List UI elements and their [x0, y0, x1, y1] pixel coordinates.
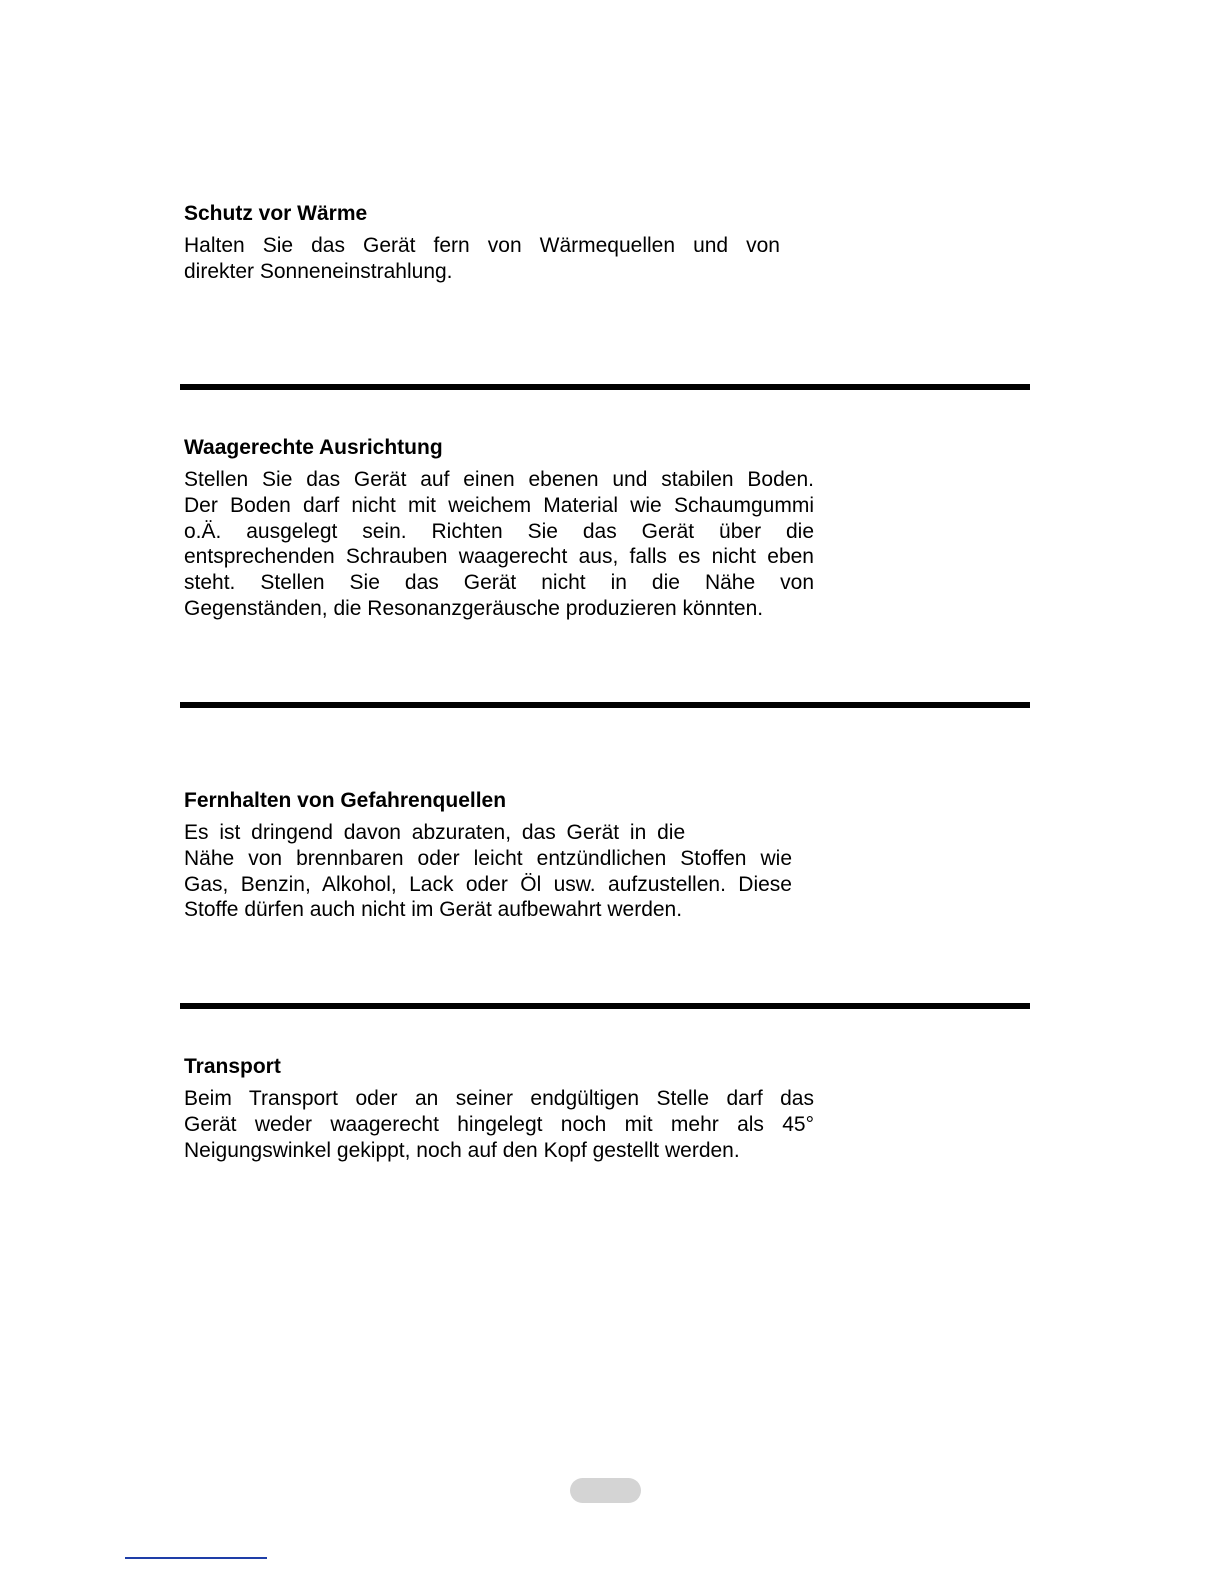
section-text-line: direkter Sonneneinstrahlung.	[184, 259, 453, 283]
section-text-line: Gas, Benzin, Alkohol, Lack oder Öl usw. aufzustellen. Diese	[184, 872, 792, 896]
section-heading: Waagerechte Ausrichtung	[184, 436, 443, 459]
section-heat-protection	[184, 201, 780, 285]
section-text-line: Es ist dringend davon abzuraten, das Gerät in die	[184, 821, 686, 844]
section-hazards	[184, 788, 792, 923]
section-divider	[180, 384, 1030, 390]
section-heading: Schutz vor Wärme	[184, 202, 368, 225]
section-text-line: Nähe von brennbaren oder leicht entzündlichen Stoffen wie	[184, 846, 792, 870]
section-heading: Transport	[184, 1055, 281, 1078]
section-divider	[180, 702, 1030, 708]
section-transport	[184, 1054, 814, 1163]
section-text-line: steht. Stellen Sie das Gerät nicht in die Nähe von	[184, 571, 814, 595]
footer-link-line	[125, 1557, 267, 1559]
section-divider	[180, 1003, 1030, 1009]
section-text-line: Neigungswinkel gekippt, noch auf den Kopf gestellt werden.	[184, 1138, 740, 1162]
section-text-line: Halten Sie das Gerät fern von Wärmequellen und von	[184, 234, 780, 257]
section-text-line: Beim Transport oder an seiner endgültigen Stelle darf das	[184, 1087, 814, 1110]
section-text-line: o.Ä. ausgelegt sein. Richten Sie das Gerät über die	[184, 519, 814, 543]
section-text-line: Gegenständen, die Resonanzgeräusche produzieren könnten.	[184, 596, 764, 620]
page-number-pill	[570, 1478, 641, 1503]
section-leveling	[184, 435, 814, 622]
section-heading: Fernhalten von Gefahrenquellen	[184, 789, 507, 812]
section-text-line: Gerät weder waagerecht hingelegt noch mit mehr als 45°	[184, 1112, 814, 1136]
section-text-line: entsprechenden Schrauben waagerecht aus, falls es nicht eben	[184, 545, 814, 569]
section-text-line: Stoffe dürfen auch nicht im Gerät aufbewahrt werden.	[184, 898, 683, 922]
section-text-line: Stellen Sie das Gerät auf einen ebenen und stabilen Boden.	[184, 468, 814, 491]
section-text-line: Der Boden darf nicht mit weichem Material wie Schaumgummi	[184, 493, 814, 517]
